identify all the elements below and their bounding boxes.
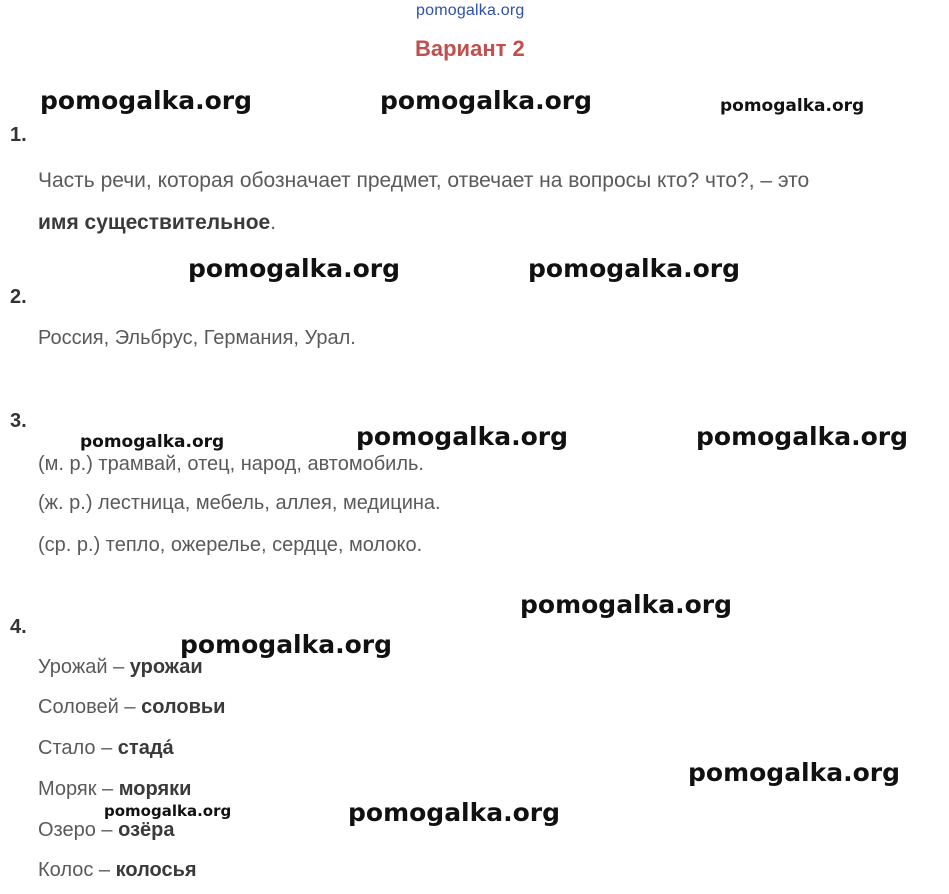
dash: –	[118, 696, 142, 718]
question-1-answer: имя существительное	[38, 211, 271, 234]
watermark: pomogalka.org	[180, 630, 393, 659]
singular-word: Моряк	[38, 778, 97, 800]
watermark: pomogalka.org	[188, 254, 401, 283]
watermark: pomogalka.org	[520, 590, 733, 619]
dash: –	[107, 656, 130, 678]
watermark: pomogalka.org	[528, 254, 741, 283]
question-1-text	[38, 160, 943, 244]
dash: –	[93, 859, 116, 881]
question-2-number: 2.	[10, 286, 27, 308]
watermark: pomogalka.org	[40, 86, 253, 115]
word-pair	[38, 819, 174, 842]
watermark: pomogalka.org	[356, 422, 569, 451]
plural-word: урожаи	[129, 656, 203, 678]
dash: –	[95, 737, 118, 759]
question-1-number: 1.	[10, 124, 27, 146]
question-3-line: (ср. р.) тепло, ожерелье, сердце, молоко.	[38, 534, 423, 556]
word-pair	[38, 696, 225, 719]
singular-word: Колос	[38, 859, 94, 881]
question-3-line: (м. р.) трамвай, отец, народ, автомобиль.	[38, 453, 424, 475]
question-1-sentence: Часть речи, которая обозначает предмет, отвечает на вопросы кто? что?, – это	[38, 169, 810, 192]
watermark: pomogalka.org	[348, 798, 561, 827]
watermark: pomogalka.org	[720, 96, 865, 116]
word-pair	[38, 859, 197, 882]
page-title: Вариант 2	[415, 36, 525, 61]
word-pair	[38, 737, 174, 760]
watermark: pomogalka.org	[380, 86, 593, 115]
watermark: pomogalka.org	[104, 802, 232, 820]
question-2-answer: Россия, Эльбрус, Германия, Урал.	[38, 327, 356, 349]
word-pair	[38, 656, 203, 679]
question-3-number: 3.	[10, 410, 27, 432]
dash: –	[96, 778, 119, 800]
singular-word: Соловей	[38, 696, 119, 718]
plural-word: стада́	[117, 737, 174, 759]
singular-word: Стало	[38, 737, 96, 759]
plural-word: соловьи	[141, 696, 226, 718]
header-url: pomogalka.org	[416, 2, 525, 19]
question-1-period: .	[270, 211, 277, 234]
word-pair	[38, 778, 191, 801]
question-3-line: (ж. р.) лестница, мебель, аллея, медицина.	[38, 492, 441, 514]
plural-word: колосья	[115, 859, 197, 881]
watermark: pomogalka.org	[696, 422, 909, 451]
dash: –	[95, 819, 119, 841]
singular-word: Озеро	[38, 819, 96, 841]
plural-word: озёра	[118, 819, 175, 841]
question-4-number: 4.	[10, 616, 27, 638]
plural-word: моряки	[118, 778, 192, 800]
watermark: pomogalka.org	[688, 758, 901, 787]
watermark: pomogalka.org	[80, 432, 225, 452]
singular-word: Урожай	[38, 656, 108, 678]
